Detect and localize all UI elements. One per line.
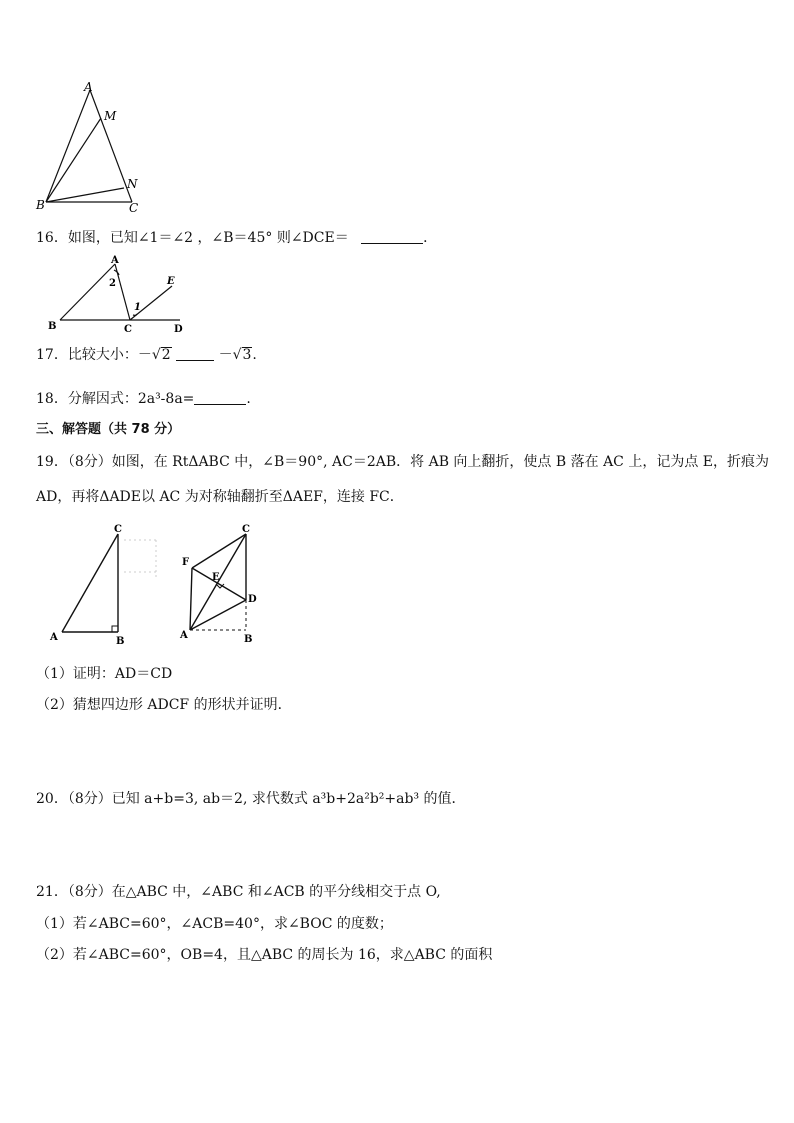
fold-figure-right <box>178 522 278 648</box>
question-17 <box>36 345 257 365</box>
label-b: B <box>36 198 45 212</box>
triangle-figure-amn <box>30 78 160 214</box>
label-1: 1 <box>134 302 141 313</box>
question-18-text: 18．分解因式：2a³-8a= <box>36 391 195 407</box>
radicand-2: 2 <box>161 347 171 363</box>
label-a: A <box>180 630 188 641</box>
label-f: F <box>182 557 190 568</box>
answer-blank-16[interactable] <box>361 229 423 244</box>
label-b: B <box>244 634 253 645</box>
question-17-text: 17．比较大小：－ <box>36 347 152 363</box>
label-c: C <box>114 524 122 535</box>
answer-blank-18[interactable] <box>194 390 246 405</box>
label-c: C <box>129 201 139 214</box>
question-18 <box>36 389 251 409</box>
sqrt-icon: √ <box>232 347 242 363</box>
label-a: A <box>50 632 58 643</box>
fold-figure-left <box>44 522 164 648</box>
question-19-sub1: （1）证明：AD＝CD <box>36 666 173 682</box>
question-21-sub2: （2）若∠ABC=60°，OB=4，且△ABC 的周长为 16，求△ABC 的面积 <box>36 947 493 963</box>
radicand-3: 3 <box>242 347 252 363</box>
label-n: N <box>127 177 138 191</box>
label-b: B <box>48 321 57 332</box>
question-17-end: . <box>252 347 257 363</box>
question-19-line2: AD，再将ΔADE以 AC 为对称轴翻折至ΔAEF，连接 FC． <box>36 489 404 505</box>
question-18-end: . <box>246 391 251 407</box>
label-c: C <box>242 524 250 535</box>
question-19-sub2: （2）猜想四边形 ADCF 的形状并证明． <box>36 697 292 713</box>
angle-figure-dce <box>40 252 200 338</box>
question-20: 20．（8分）已知 a+b=3, ab＝2, 求代数式 a³b+2a²b²+ab³ 的值． <box>36 791 466 807</box>
label-c: C <box>124 324 132 335</box>
question-16-text: 16．如图，已知∠1＝∠2 ，∠B＝45° 则∠DCE＝ <box>36 230 349 246</box>
label-2: 2 <box>109 278 116 289</box>
label-b: B <box>116 636 125 647</box>
question-16-end: ． <box>423 230 438 246</box>
question-16 <box>36 228 437 248</box>
answer-blank-17[interactable] <box>176 346 214 361</box>
label-e: E <box>167 276 175 287</box>
question-21-line1: 21．（8分）在△ABC 中，∠ABC 和∠ACB 的平分线相交于点 O, <box>36 884 441 900</box>
label-a: A <box>111 255 119 266</box>
label-a: A <box>84 80 93 94</box>
label-d: D <box>174 324 183 335</box>
sqrt-icon: √ <box>151 347 161 363</box>
minus-sign: － <box>218 347 233 363</box>
label-m: M <box>104 109 117 123</box>
label-e: E <box>212 572 220 583</box>
section-title: 三、解答题（共 78 分） <box>36 422 181 437</box>
question-19-line1: 19．（8分）如图，在 RtΔABC 中，∠B＝90°, AC＝2AB．将 AB 向上翻折，使点 B 落在 AC 上，记为点 E，折痕为 <box>36 454 770 470</box>
question-21-sub1: （1）若∠ABC=60°，∠ACB=40°，求∠BOC 的度数； <box>36 916 393 932</box>
label-d: D <box>248 594 257 605</box>
